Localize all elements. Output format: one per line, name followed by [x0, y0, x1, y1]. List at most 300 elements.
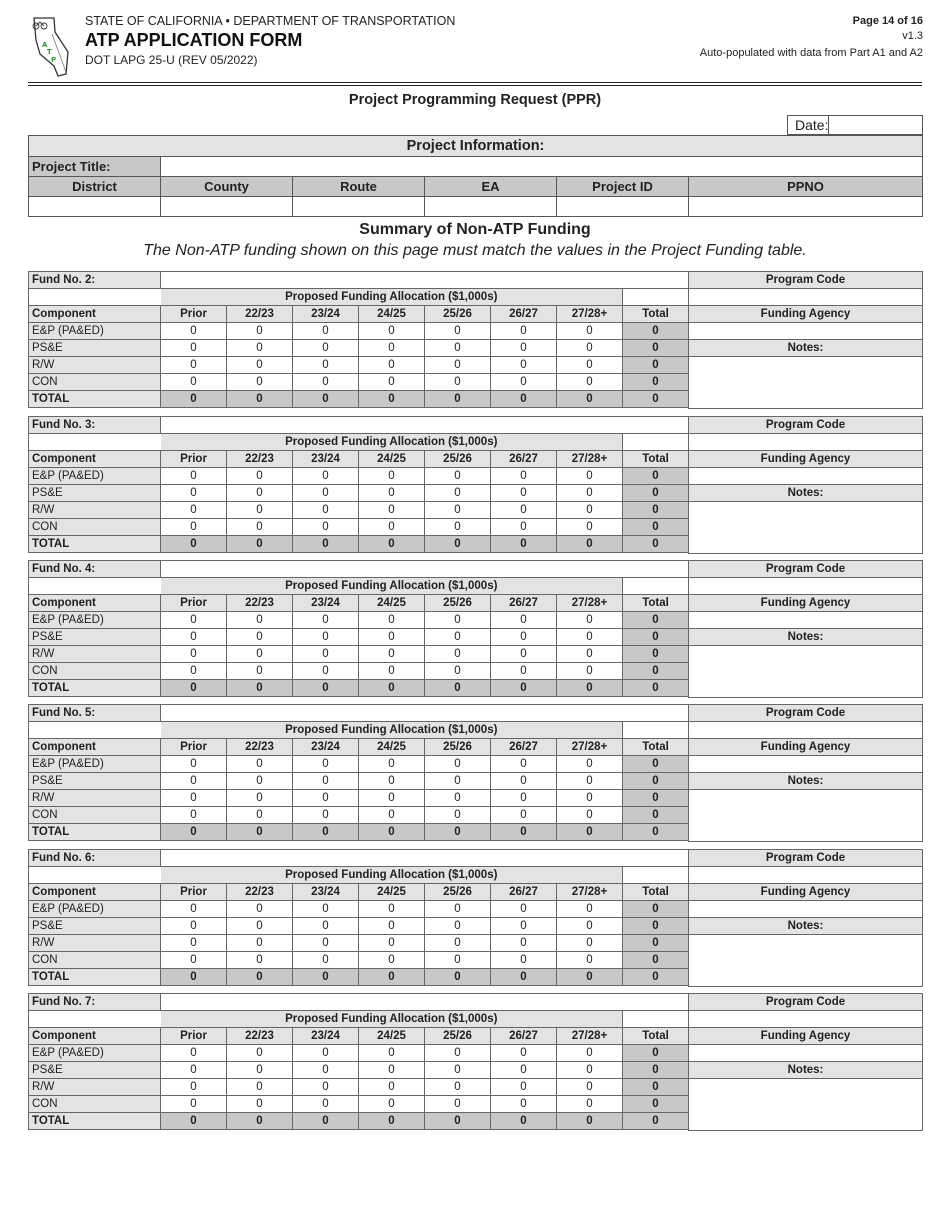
amount-cell[interactable]: 0: [491, 340, 557, 357]
amount-cell[interactable]: 0: [425, 935, 491, 952]
auto-populated-note: Auto-populated with data from Part A1 and A2: [699, 47, 923, 59]
amount-cell[interactable]: 0: [293, 646, 359, 663]
amount-cell[interactable]: 0: [491, 629, 557, 646]
fund-allocation-table: [28, 849, 689, 986]
notes-field[interactable]: [689, 935, 922, 986]
amount-cell[interactable]: 0: [359, 1079, 425, 1096]
blank-cell: [29, 578, 161, 595]
total-label: TOTAL: [29, 1113, 161, 1130]
amount-cell[interactable]: 0: [359, 918, 425, 935]
amount-cell[interactable]: 0: [557, 773, 623, 790]
amount-cell[interactable]: 0: [557, 952, 623, 969]
fund-allocation-table: [28, 993, 689, 1130]
svg-text:A: A: [42, 41, 48, 49]
amount-cell[interactable]: 0: [491, 646, 557, 663]
fund-number-label: Fund No. 2:: [29, 272, 161, 289]
amount-cell[interactable]: 0: [161, 1079, 227, 1096]
amount-cell[interactable]: 0: [293, 1096, 359, 1113]
row-total-cell: 0: [623, 357, 689, 374]
column-header: 26/27: [491, 1028, 557, 1045]
amount-cell[interactable]: 0: [293, 952, 359, 969]
amount-cell[interactable]: 0: [293, 901, 359, 918]
project-info-column-header: District: [29, 177, 161, 197]
notes-field[interactable]: [689, 646, 922, 697]
amount-cell[interactable]: 0: [425, 502, 491, 519]
amount-cell[interactable]: 0: [293, 502, 359, 519]
row-total-cell: 0: [623, 773, 689, 790]
amount-cell[interactable]: 0: [359, 323, 425, 340]
row-total-cell: 0: [623, 485, 689, 502]
amount-cell[interactable]: 0: [359, 663, 425, 680]
amount-cell[interactable]: 0: [557, 374, 623, 391]
amount-cell[interactable]: 0: [359, 1062, 425, 1079]
amount-cell[interactable]: 0: [491, 773, 557, 790]
amount-cell[interactable]: 0: [491, 807, 557, 824]
project-title-field[interactable]: [161, 157, 923, 177]
amount-cell[interactable]: 0: [359, 374, 425, 391]
amount-cell[interactable]: 0: [557, 629, 623, 646]
fund-block: [28, 416, 923, 556]
amount-cell[interactable]: 0: [161, 1062, 227, 1079]
amount-cell[interactable]: 0: [557, 519, 623, 536]
amount-cell[interactable]: 0: [359, 1096, 425, 1113]
table-row: [29, 935, 689, 952]
amount-cell[interactable]: 0: [359, 485, 425, 502]
amount-cell[interactable]: 0: [227, 756, 293, 773]
amount-cell[interactable]: 0: [359, 935, 425, 952]
amount-cell[interactable]: 0: [227, 952, 293, 969]
column-header: 23/24: [293, 884, 359, 901]
fund-name-field[interactable]: [161, 994, 689, 1011]
amount-cell[interactable]: 0: [293, 918, 359, 935]
header-divider: [28, 82, 922, 83]
amount-cell[interactable]: 0: [161, 952, 227, 969]
fund-name-field[interactable]: [161, 272, 689, 289]
column-header: 27/28+: [557, 739, 623, 756]
total-cell: 0: [161, 391, 227, 408]
amount-cell[interactable]: 0: [293, 663, 359, 680]
blank-cell: [623, 434, 689, 451]
column-header: 23/24: [293, 739, 359, 756]
blank-cell: [29, 434, 161, 451]
amount-cell[interactable]: 0: [359, 952, 425, 969]
row-total-cell: 0: [623, 807, 689, 824]
fund-name-field[interactable]: [161, 850, 689, 867]
row-total-cell: 0: [623, 663, 689, 680]
amount-cell[interactable]: 0: [491, 323, 557, 340]
column-header: 23/24: [293, 595, 359, 612]
amount-cell[interactable]: 0: [293, 1045, 359, 1062]
column-header: Component: [29, 451, 161, 468]
column-header: Prior: [161, 739, 227, 756]
amount-cell[interactable]: 0: [227, 901, 293, 918]
amount-cell[interactable]: 0: [293, 612, 359, 629]
amount-cell[interactable]: 0: [557, 1062, 623, 1079]
amount-cell[interactable]: 0: [293, 790, 359, 807]
amount-cell[interactable]: 0: [425, 646, 491, 663]
amount-cell[interactable]: 0: [425, 519, 491, 536]
amount-cell[interactable]: 0: [491, 901, 557, 918]
grand-total-cell: 0: [623, 391, 689, 408]
amount-cell[interactable]: 0: [227, 323, 293, 340]
amount-cell[interactable]: 0: [425, 1096, 491, 1113]
amount-cell[interactable]: 0: [491, 502, 557, 519]
amount-cell[interactable]: 0: [161, 502, 227, 519]
amount-cell[interactable]: 0: [227, 374, 293, 391]
amount-cell[interactable]: 0: [491, 612, 557, 629]
component-name: E&P (PA&ED): [29, 1045, 161, 1062]
funding-agency-field[interactable]: [689, 612, 922, 629]
summary-subtitle: The Non-ATP funding shown on this page must match the values in the Project Funding table.: [143, 242, 807, 259]
amount-cell[interactable]: 0: [491, 519, 557, 536]
header-divider: [28, 85, 922, 86]
amount-cell[interactable]: 0: [359, 790, 425, 807]
amount-cell[interactable]: 0: [557, 1096, 623, 1113]
amount-cell[interactable]: 0: [359, 612, 425, 629]
row-total-cell: 0: [623, 756, 689, 773]
funding-agency-field[interactable]: [689, 323, 922, 340]
funding-agency-field[interactable]: [689, 901, 922, 918]
amount-cell[interactable]: 0: [491, 663, 557, 680]
amount-cell[interactable]: 0: [293, 756, 359, 773]
program-code-field[interactable]: [689, 434, 922, 451]
column-header: 24/25: [359, 595, 425, 612]
amount-cell[interactable]: 0: [227, 935, 293, 952]
row-total-cell: 0: [623, 468, 689, 485]
funding-agency-field[interactable]: [689, 756, 922, 773]
column-header: 27/28+: [557, 451, 623, 468]
program-code-field[interactable]: [689, 1011, 922, 1028]
program-code-field[interactable]: [689, 289, 922, 306]
amount-cell[interactable]: 0: [359, 756, 425, 773]
amount-cell[interactable]: 0: [557, 935, 623, 952]
allocation-heading: Proposed Funding Allocation ($1,000s): [161, 578, 623, 595]
amount-cell[interactable]: 0: [557, 1045, 623, 1062]
project-info-value-field[interactable]: [689, 197, 923, 217]
notes-label: Notes:: [689, 629, 922, 646]
total-cell: 0: [293, 391, 359, 408]
amount-cell[interactable]: 0: [491, 1096, 557, 1113]
amount-cell[interactable]: 0: [161, 901, 227, 918]
amount-cell[interactable]: 0: [161, 1045, 227, 1062]
amount-cell[interactable]: 0: [425, 773, 491, 790]
component-name: E&P (PA&ED): [29, 901, 161, 918]
fund-block: [28, 704, 923, 844]
amount-cell[interactable]: 0: [293, 1079, 359, 1096]
amount-cell[interactable]: 0: [359, 340, 425, 357]
amount-cell[interactable]: 0: [491, 468, 557, 485]
amount-cell[interactable]: 0: [425, 485, 491, 502]
amount-cell[interactable]: 0: [425, 629, 491, 646]
column-header: 25/26: [425, 739, 491, 756]
amount-cell[interactable]: 0: [359, 502, 425, 519]
table-row: [29, 1062, 689, 1079]
amount-cell[interactable]: 0: [491, 357, 557, 374]
amount-cell[interactable]: 0: [557, 790, 623, 807]
program-code-label: Program Code: [689, 561, 922, 578]
amount-cell[interactable]: 0: [491, 918, 557, 935]
amount-cell[interactable]: 0: [161, 918, 227, 935]
amount-cell[interactable]: 0: [359, 629, 425, 646]
project-info-value-field[interactable]: [557, 197, 689, 217]
amount-cell[interactable]: 0: [425, 1045, 491, 1062]
component-name: PS&E: [29, 1062, 161, 1079]
amount-cell[interactable]: 0: [161, 646, 227, 663]
amount-cell[interactable]: 0: [425, 918, 491, 935]
notes-field[interactable]: [689, 502, 922, 553]
column-header: 27/28+: [557, 884, 623, 901]
amount-cell[interactable]: 0: [425, 468, 491, 485]
amount-cell[interactable]: 0: [161, 374, 227, 391]
amount-cell[interactable]: 0: [227, 502, 293, 519]
amount-cell[interactable]: 0: [161, 519, 227, 536]
grand-total-cell: 0: [623, 1113, 689, 1130]
total-label: TOTAL: [29, 536, 161, 553]
amount-cell[interactable]: 0: [161, 357, 227, 374]
component-name: CON: [29, 807, 161, 824]
column-header: 27/28+: [557, 306, 623, 323]
amount-cell[interactable]: 0: [491, 790, 557, 807]
amount-cell[interactable]: 0: [293, 323, 359, 340]
fund-name-field[interactable]: [161, 705, 689, 722]
amount-cell[interactable]: 0: [293, 807, 359, 824]
amount-cell[interactable]: 0: [557, 807, 623, 824]
amount-cell[interactable]: 0: [227, 1079, 293, 1096]
amount-cell[interactable]: 0: [491, 485, 557, 502]
notes-field[interactable]: [689, 790, 922, 841]
amount-cell[interactable]: 0: [161, 340, 227, 357]
total-cell: 0: [227, 536, 293, 553]
date-input[interactable]: [829, 116, 950, 134]
fund-side-panel: [688, 416, 923, 554]
amount-cell[interactable]: 0: [227, 519, 293, 536]
amount-cell[interactable]: 0: [161, 790, 227, 807]
funding-agency-field[interactable]: [689, 1045, 922, 1062]
total-cell: 0: [491, 969, 557, 986]
project-info-value-field[interactable]: [29, 197, 161, 217]
funding-agency-label: Funding Agency: [689, 739, 922, 756]
amount-cell[interactable]: 0: [557, 502, 623, 519]
amount-cell[interactable]: 0: [425, 1079, 491, 1096]
amount-cell[interactable]: 0: [161, 468, 227, 485]
amount-cell[interactable]: 0: [161, 1096, 227, 1113]
amount-cell[interactable]: 0: [425, 807, 491, 824]
amount-cell[interactable]: 0: [425, 612, 491, 629]
funding-agency-label: Funding Agency: [689, 1028, 922, 1045]
amount-cell[interactable]: 0: [293, 485, 359, 502]
total-cell: 0: [227, 824, 293, 841]
total-label: TOTAL: [29, 969, 161, 986]
total-cell: 0: [359, 824, 425, 841]
amount-cell[interactable]: 0: [425, 340, 491, 357]
amount-cell[interactable]: 0: [227, 790, 293, 807]
amount-cell[interactable]: 0: [557, 1079, 623, 1096]
amount-cell[interactable]: 0: [227, 340, 293, 357]
amount-cell[interactable]: 0: [359, 773, 425, 790]
notes-field[interactable]: [689, 1079, 922, 1130]
amount-cell[interactable]: 0: [557, 357, 623, 374]
amount-cell[interactable]: 0: [161, 663, 227, 680]
project-info-value-field[interactable]: [293, 197, 425, 217]
column-header: 23/24: [293, 306, 359, 323]
amount-cell[interactable]: 0: [425, 323, 491, 340]
amount-cell[interactable]: 0: [227, 663, 293, 680]
amount-cell[interactable]: 0: [359, 519, 425, 536]
amount-cell[interactable]: 0: [293, 519, 359, 536]
amount-cell[interactable]: 0: [293, 773, 359, 790]
amount-cell[interactable]: 0: [557, 468, 623, 485]
amount-cell[interactable]: 0: [425, 756, 491, 773]
amount-cell[interactable]: 0: [161, 807, 227, 824]
component-name: PS&E: [29, 629, 161, 646]
amount-cell[interactable]: 0: [491, 1045, 557, 1062]
total-label: TOTAL: [29, 391, 161, 408]
amount-cell[interactable]: 0: [161, 629, 227, 646]
amount-cell[interactable]: 0: [557, 646, 623, 663]
amount-cell[interactable]: 0: [557, 663, 623, 680]
amount-cell[interactable]: 0: [557, 323, 623, 340]
program-code-label: Program Code: [689, 417, 922, 434]
column-header: Prior: [161, 306, 227, 323]
amount-cell[interactable]: 0: [227, 468, 293, 485]
amount-cell[interactable]: 0: [161, 323, 227, 340]
amount-cell[interactable]: 0: [359, 357, 425, 374]
amount-cell[interactable]: 0: [161, 773, 227, 790]
amount-cell[interactable]: 0: [227, 1062, 293, 1079]
table-row: [29, 901, 689, 918]
amount-cell[interactable]: 0: [227, 773, 293, 790]
amount-cell[interactable]: 0: [425, 790, 491, 807]
amount-cell[interactable]: 0: [161, 612, 227, 629]
amount-cell[interactable]: 0: [491, 935, 557, 952]
table-row: [29, 918, 689, 935]
fund-name-field[interactable]: [161, 561, 689, 578]
amount-cell[interactable]: 0: [491, 374, 557, 391]
amount-cell[interactable]: 0: [359, 807, 425, 824]
amount-cell[interactable]: 0: [359, 468, 425, 485]
table-row: [29, 663, 689, 680]
amount-cell[interactable]: 0: [161, 485, 227, 502]
notes-field[interactable]: [689, 357, 922, 408]
amount-cell[interactable]: 0: [227, 629, 293, 646]
amount-cell[interactable]: 0: [425, 663, 491, 680]
amount-cell[interactable]: 0: [425, 901, 491, 918]
column-header: Prior: [161, 1028, 227, 1045]
project-info-heading: Project Information:: [29, 136, 923, 157]
amount-cell[interactable]: 0: [293, 374, 359, 391]
column-header: 24/25: [359, 884, 425, 901]
amount-cell[interactable]: 0: [293, 357, 359, 374]
amount-cell[interactable]: 0: [293, 468, 359, 485]
blank-cell: [623, 289, 689, 306]
component-name: E&P (PA&ED): [29, 323, 161, 340]
amount-cell[interactable]: 0: [359, 901, 425, 918]
project-title-label: Project Title:: [29, 157, 161, 177]
row-total-cell: 0: [623, 374, 689, 391]
amount-cell[interactable]: 0: [557, 901, 623, 918]
amount-cell[interactable]: 0: [425, 357, 491, 374]
amount-cell[interactable]: 0: [557, 485, 623, 502]
amount-cell[interactable]: 0: [227, 918, 293, 935]
amount-cell[interactable]: 0: [227, 1045, 293, 1062]
amount-cell[interactable]: 0: [293, 1062, 359, 1079]
fund-name-field[interactable]: [161, 417, 689, 434]
amount-cell[interactable]: 0: [491, 1079, 557, 1096]
row-total-cell: 0: [623, 629, 689, 646]
amount-cell[interactable]: 0: [491, 756, 557, 773]
table-row: [29, 629, 689, 646]
amount-cell[interactable]: 0: [227, 646, 293, 663]
notes-label: Notes:: [689, 918, 922, 935]
amount-cell[interactable]: 0: [557, 340, 623, 357]
table-row: [29, 612, 689, 629]
fund-block: [28, 271, 923, 411]
total-cell: 0: [557, 824, 623, 841]
notes-label: Notes:: [689, 773, 922, 790]
project-info-table: [28, 135, 923, 217]
amount-cell[interactable]: 0: [293, 935, 359, 952]
program-code-field[interactable]: [689, 867, 922, 884]
row-total-cell: 0: [623, 790, 689, 807]
total-cell: 0: [557, 1113, 623, 1130]
amount-cell[interactable]: 0: [557, 918, 623, 935]
column-header: 24/25: [359, 739, 425, 756]
total-cell: 0: [359, 536, 425, 553]
project-info-value-field[interactable]: [425, 197, 557, 217]
amount-cell[interactable]: 0: [425, 374, 491, 391]
total-cell: 0: [491, 680, 557, 697]
program-code-field[interactable]: [689, 722, 922, 739]
amount-cell[interactable]: 0: [227, 807, 293, 824]
amount-cell[interactable]: 0: [293, 340, 359, 357]
program-code-label: Program Code: [689, 850, 922, 867]
funding-agency-field[interactable]: [689, 468, 922, 485]
amount-cell[interactable]: 0: [359, 646, 425, 663]
total-cell: 0: [293, 969, 359, 986]
column-header: Component: [29, 595, 161, 612]
amount-cell[interactable]: 0: [161, 756, 227, 773]
amount-cell[interactable]: 0: [557, 612, 623, 629]
fund-number-label: Fund No. 7:: [29, 994, 161, 1011]
grand-total-cell: 0: [623, 824, 689, 841]
amount-cell[interactable]: 0: [491, 1062, 557, 1079]
form-code: DOT LAPG 25-U (REV 05/2022): [85, 53, 258, 67]
fund-number-label: Fund No. 6:: [29, 850, 161, 867]
total-cell: 0: [491, 391, 557, 408]
amount-cell[interactable]: 0: [227, 357, 293, 374]
total-cell: 0: [161, 969, 227, 986]
amount-cell[interactable]: 0: [227, 485, 293, 502]
amount-cell[interactable]: 0: [227, 1096, 293, 1113]
amount-cell[interactable]: 0: [425, 952, 491, 969]
amount-cell[interactable]: 0: [557, 756, 623, 773]
row-total-cell: 0: [623, 1096, 689, 1113]
total-cell: 0: [425, 969, 491, 986]
amount-cell[interactable]: 0: [227, 612, 293, 629]
program-code-field[interactable]: [689, 578, 922, 595]
amount-cell[interactable]: 0: [359, 1045, 425, 1062]
amount-cell[interactable]: 0: [293, 629, 359, 646]
svg-text:P: P: [51, 56, 57, 64]
amount-cell[interactable]: 0: [425, 1062, 491, 1079]
row-total-cell: 0: [623, 1062, 689, 1079]
project-info-value-field[interactable]: [161, 197, 293, 217]
project-info-values: [29, 197, 923, 217]
amount-cell[interactable]: 0: [161, 935, 227, 952]
component-name: PS&E: [29, 773, 161, 790]
blank-cell: [623, 722, 689, 739]
amount-cell[interactable]: 0: [491, 952, 557, 969]
